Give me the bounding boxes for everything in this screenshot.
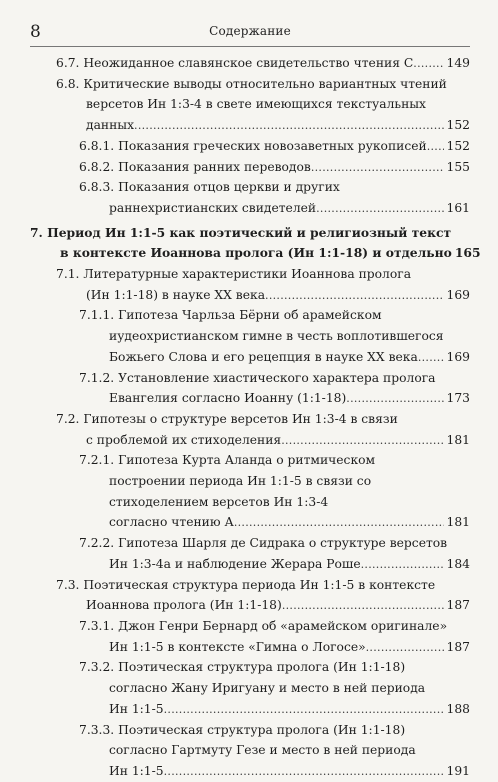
toc-entry-title: Божьего Слова и его рецепция в науке XX века xyxy=(109,349,418,364)
toc-entry-line: версетов Ин 1:3-4 в свете имеющихся текстуальных xyxy=(86,97,426,112)
toc-entry xyxy=(30,264,470,305)
toc-entry xyxy=(30,720,470,782)
toc-entry-line: построении периода Ин 1:1-5 в связи со xyxy=(109,474,372,489)
toc-entry-line: 7.3.2. Поэтическая структура пролога (Ин 1:1-18) xyxy=(79,660,406,675)
toc-page-number: 184 xyxy=(446,556,470,571)
toc-entry-title: Ин 1:1-5 xyxy=(109,763,164,778)
toc-entry xyxy=(30,533,470,574)
toc-page-number: 188 xyxy=(446,701,470,716)
toc-entry-line: 7.2.2. Гипотеза Шарля де Сидрака о структуре версетов xyxy=(79,536,448,551)
toc-entry-last-line xyxy=(79,388,470,409)
dot-leader xyxy=(282,599,444,611)
toc-entry xyxy=(30,409,470,450)
dot-leader xyxy=(281,434,443,446)
toc-entry-last-line xyxy=(79,761,470,782)
toc-entry-line: 7.1.1. Гипотеза Чарльза Бёрни об арамейском xyxy=(79,308,382,323)
toc-entry-last-line xyxy=(56,53,470,74)
toc-entry-title: 6.8.1. Показания греческих новозаветных рукописей xyxy=(79,138,427,153)
toc-entry-title: в контексте Иоаннова пролога (Ин 1:1-18) и отдельно xyxy=(60,245,452,261)
dot-leader xyxy=(346,392,443,404)
toc-entry-last-line xyxy=(79,699,470,720)
toc-page-number: 152 xyxy=(446,138,470,153)
toc-page-number: 191 xyxy=(446,763,470,778)
toc-entry xyxy=(30,136,470,157)
toc-entry-line: 7.2. Гипотезы о структуре версетов Ин 1:3-4 в связи xyxy=(56,411,398,426)
toc-entry xyxy=(30,657,470,719)
toc-entry xyxy=(30,450,470,533)
page-header xyxy=(30,22,470,44)
toc-entry-line: согласно Гартмуту Гезе и место в ней периода xyxy=(109,743,416,758)
toc-entry-title: согласно чтению А xyxy=(109,515,234,530)
dot-leader xyxy=(164,703,444,715)
toc-entry xyxy=(30,368,470,409)
toc-entry-last-line xyxy=(30,243,481,264)
dot-leader xyxy=(316,202,443,214)
toc-entry-line: стиходелением версетов Ин 1:3-4 xyxy=(109,494,329,509)
dot-leader xyxy=(427,140,444,152)
dot-leader xyxy=(134,119,443,131)
toc-entry xyxy=(30,157,470,178)
toc-entry-line: 7.3.1. Джон Генри Бернард об «арамейском оригинале» xyxy=(79,618,448,633)
toc-entry-last-line xyxy=(79,554,470,575)
toc-page-number: 173 xyxy=(446,391,470,406)
toc-page-number: 155 xyxy=(446,159,470,174)
toc-entry-last-line xyxy=(79,637,470,658)
dot-leader xyxy=(418,351,444,363)
toc-entry-last-line xyxy=(79,512,470,533)
toc-entry xyxy=(30,616,470,657)
toc-entry-line: 6.8. Критические выводы относительно вариантных чтений xyxy=(56,76,447,91)
toc-entry-line: 7.3.3. Поэтическая структура пролога (Ин 1:1-18) xyxy=(79,722,406,737)
toc-entry xyxy=(30,305,470,367)
toc-entry-title: данных xyxy=(86,118,135,133)
dot-leader xyxy=(361,558,444,570)
toc-entry-title: Ин 1:3-4а и наблюдение Жерара Роше xyxy=(109,556,361,571)
dot-leader xyxy=(234,516,444,528)
toc-entry-last-line xyxy=(79,347,470,368)
toc-entry-last-line xyxy=(56,595,470,616)
toc-entry-last-line xyxy=(79,157,470,178)
toc-page-number: 161 xyxy=(446,200,470,215)
toc-entry xyxy=(30,177,470,218)
toc-entry-title: 6.7. Неожиданное славянское свидетельство чтения С xyxy=(56,56,414,70)
toc-page-number: 181 xyxy=(446,515,470,530)
dot-leader xyxy=(413,57,443,69)
toc-entry-line: 7.3. Поэтическая структура периода Ин 1:1-5 в контексте xyxy=(56,577,436,592)
toc-page-number: 169 xyxy=(446,349,470,364)
toc-entry-line: 7.2.1. Гипотеза Курта Аланда о ритмическом xyxy=(79,453,376,468)
toc-page-number: 181 xyxy=(446,432,470,447)
toc-entry xyxy=(30,223,481,264)
toc-entry xyxy=(30,575,470,616)
running-head: Содержание xyxy=(209,24,291,38)
toc-entry-title: Ин 1:1-5 xyxy=(109,701,164,716)
dot-leader xyxy=(311,161,444,173)
page-number: 8 xyxy=(30,22,41,42)
toc-entry-title: 6.8.2. Показания ранних переводов xyxy=(79,159,311,174)
toc-entry-line: согласно Жану Иригуану и место в ней периода xyxy=(109,681,426,696)
toc-entry-last-line xyxy=(56,285,470,306)
toc-entry xyxy=(30,74,470,136)
toc-entry xyxy=(30,53,470,74)
header-rule xyxy=(30,46,470,47)
toc-entry-line: 7.1. Литературные характеристики Иоаннова пролога xyxy=(56,267,412,282)
toc-page-number: 152 xyxy=(446,118,470,133)
toc-page-number: 187 xyxy=(446,598,470,613)
toc-page-number: 187 xyxy=(446,639,470,654)
toc-page-number: 149 xyxy=(446,56,470,70)
toc-page-number: 169 xyxy=(446,287,470,302)
toc-entry-last-line xyxy=(56,115,470,136)
toc-entry-last-line xyxy=(79,198,470,219)
toc-entry-line: 6.8.3. Показания отцов церкви и других xyxy=(79,180,340,195)
toc-entry-line: 7. Период Ин 1:1-5 как поэтический и религиозный текст xyxy=(30,224,452,240)
table-of-contents xyxy=(30,53,481,782)
toc-entry-title: Иоаннова пролога (Ин 1:1-18) xyxy=(86,598,282,613)
dot-leader xyxy=(366,641,444,653)
toc-entry-title: Ин 1:1-5 в контексте «Гимна о Логосе» xyxy=(109,639,366,654)
toc-entry-title: Евангелия согласно Иоанну (1:1-18) xyxy=(109,391,347,406)
toc-entry-line: иудеохристианском гимне в честь воплотившегося xyxy=(109,329,444,344)
toc-entry-last-line xyxy=(79,136,470,157)
toc-entry-title: (Ин 1:1-18) в науке XX века xyxy=(86,287,266,302)
toc-entry-title: раннехристианских свидетелей xyxy=(109,200,317,215)
toc-entry-last-line xyxy=(56,430,470,451)
toc-entry-title: с проблемой их стиходеления xyxy=(86,432,282,447)
toc-entry-line: 7.1.2. Установление хиастического характера пролога xyxy=(79,370,436,385)
toc-page-number: 165 xyxy=(454,245,481,261)
dot-leader xyxy=(265,289,443,301)
dot-leader xyxy=(164,765,444,777)
